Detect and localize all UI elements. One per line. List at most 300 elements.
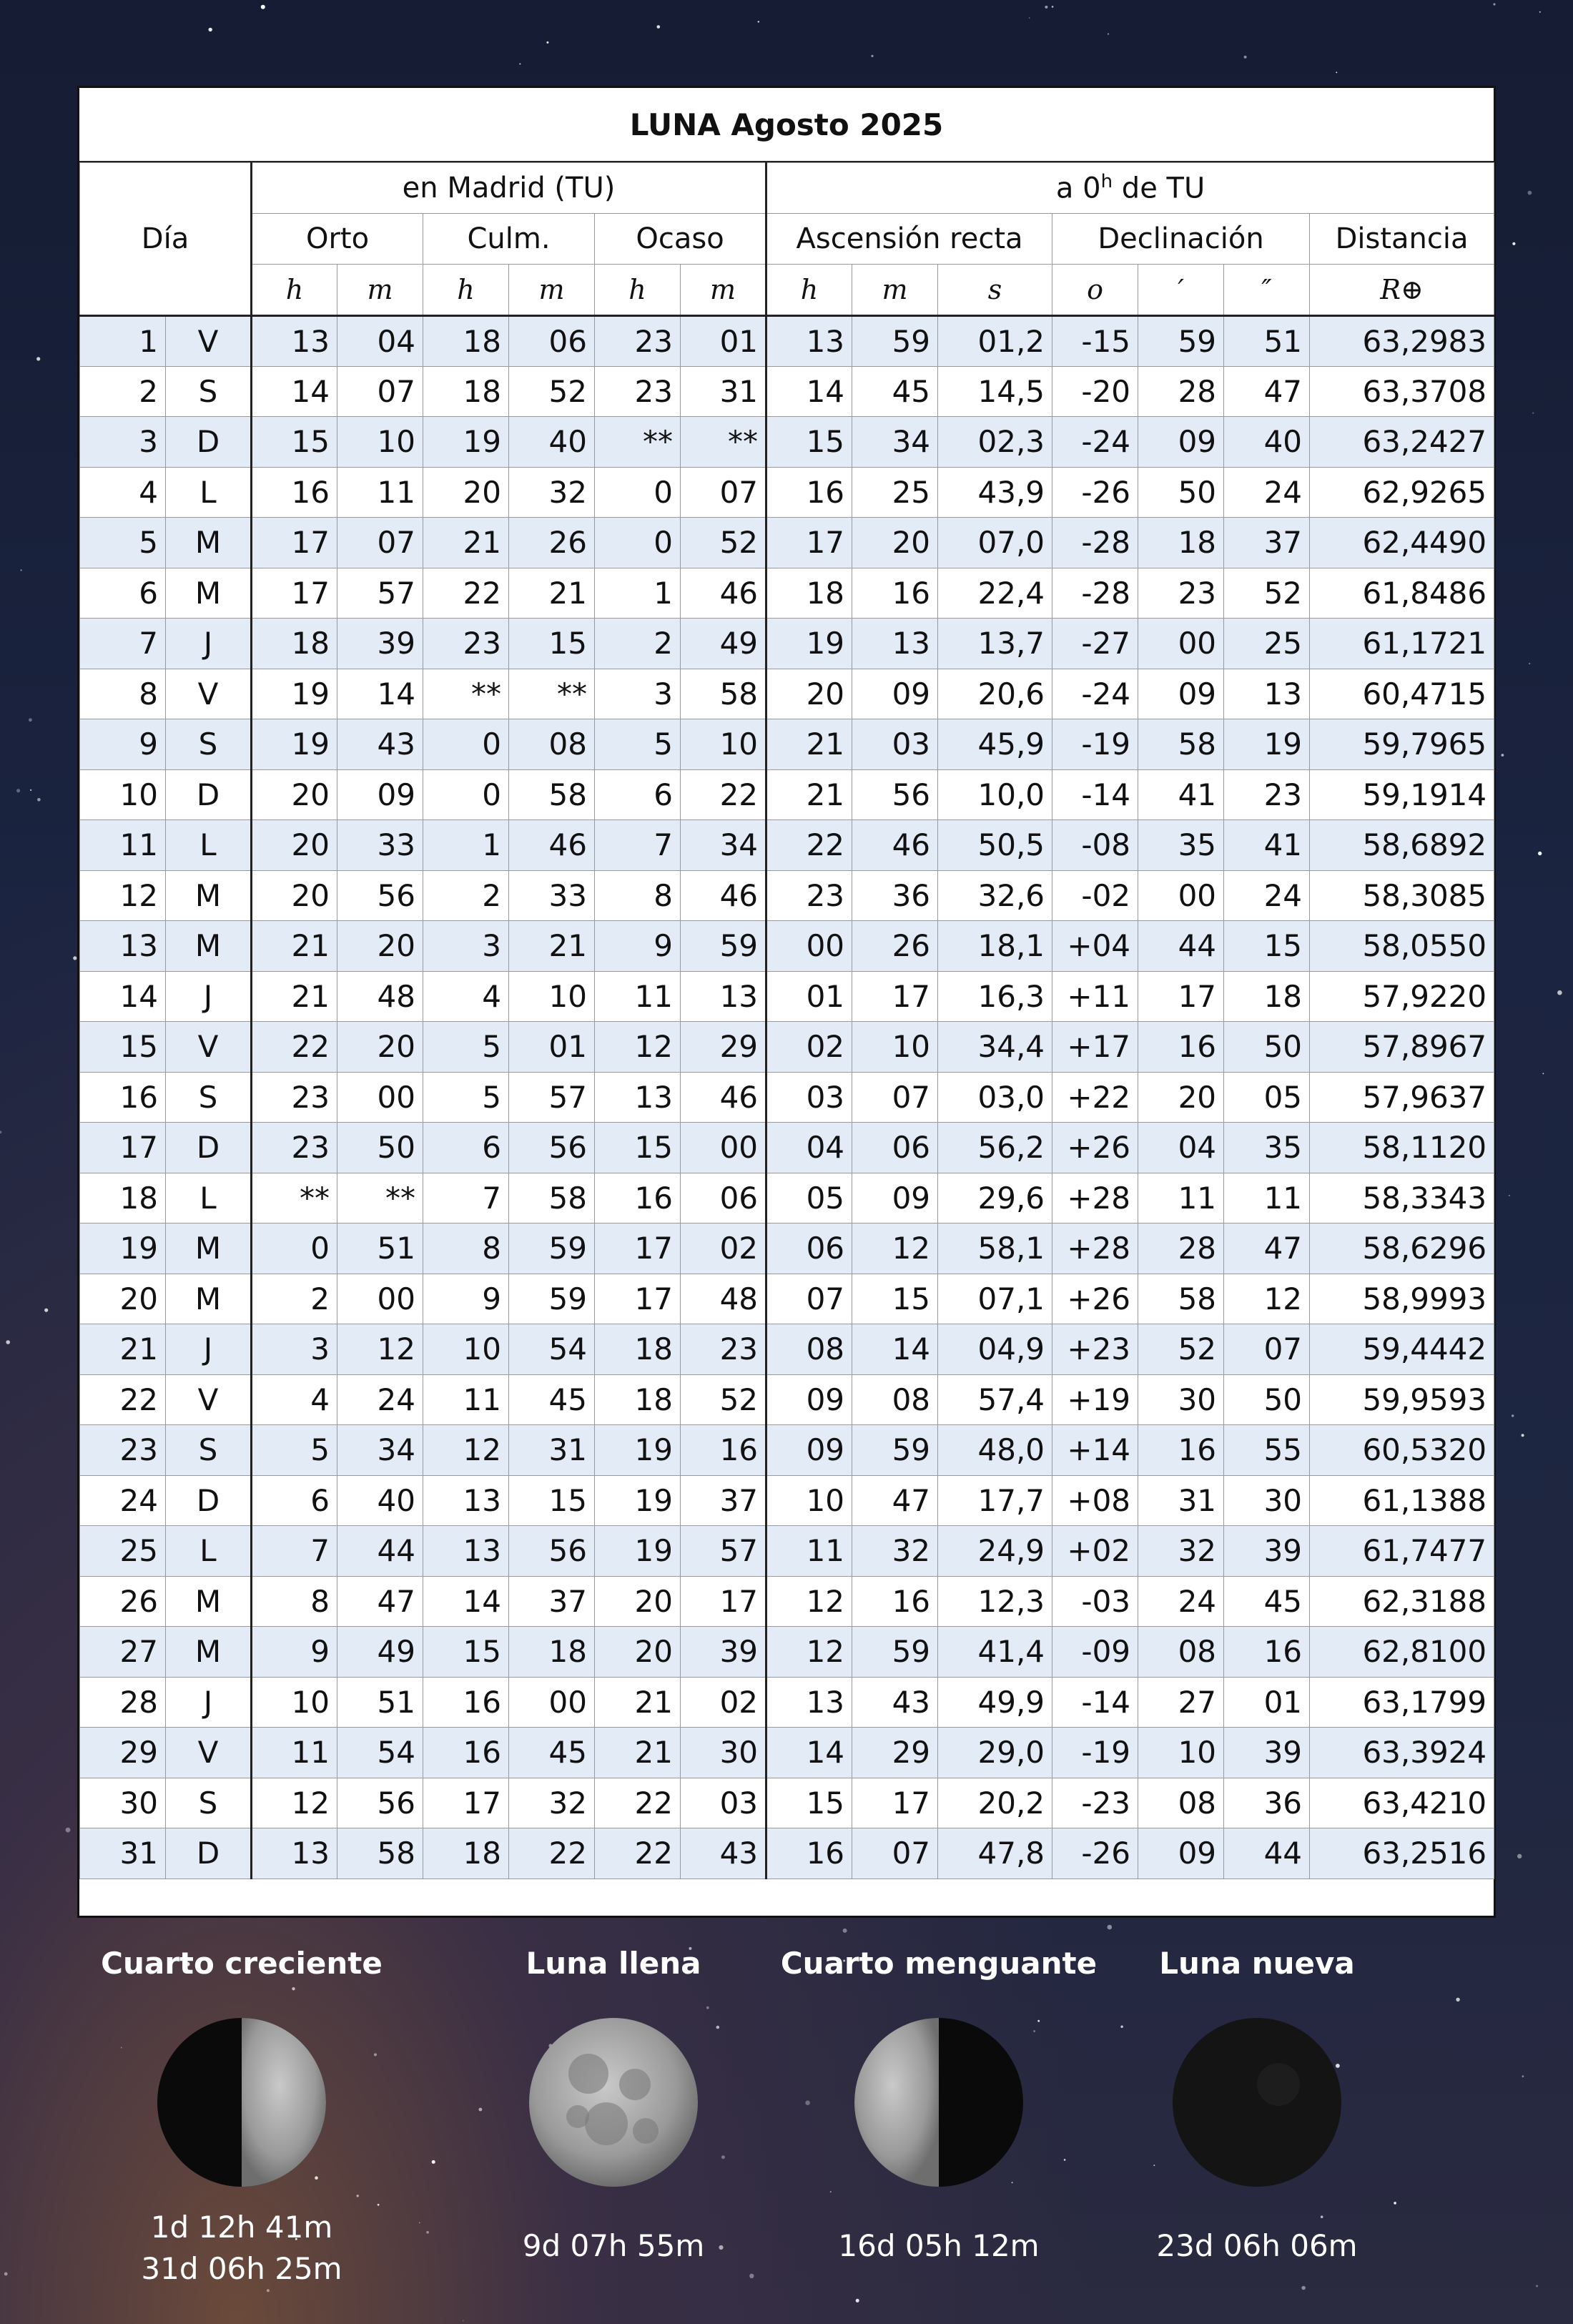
- cell-dec-deg: -09: [1052, 1627, 1138, 1678]
- cell-ocaso-m: 46: [681, 1072, 766, 1123]
- header-culm: Culm.: [423, 214, 595, 265]
- cell-ocaso-h: 17: [595, 1223, 681, 1274]
- cell-distance: 58,0550: [1310, 921, 1494, 972]
- cell-ar-h: 01: [766, 971, 852, 1022]
- cell-ocaso-m: 23: [681, 1324, 766, 1375]
- star: [1512, 1414, 1514, 1417]
- cell-orto-m: 50: [337, 1123, 423, 1173]
- star: [1502, 754, 1504, 757]
- phase-name: Luna llena: [526, 1946, 701, 1981]
- table-row: [80, 1223, 1494, 1274]
- cell-dec-sec: 45: [1224, 1576, 1310, 1627]
- cell-ar-m: 14: [852, 1324, 938, 1375]
- star: [261, 5, 265, 9]
- cell-culm-m: 59: [509, 1223, 595, 1274]
- cell-orto-m: 11: [337, 467, 423, 518]
- phase-3: [1093, 1931, 1421, 2267]
- cell-ocaso-m: 16: [681, 1425, 766, 1476]
- table-row: [80, 1324, 1494, 1375]
- cell-ar-m: 17: [852, 971, 938, 1022]
- phase-date: 9d 07h 55m: [522, 2228, 705, 2263]
- cell-dec-deg: +14: [1052, 1425, 1138, 1476]
- cell-ocaso-m: 58: [681, 669, 766, 719]
- cell-ocaso-m: 52: [681, 518, 766, 568]
- header-tu-suffix: de TU: [1113, 172, 1205, 205]
- cell-culm-m: 32: [509, 1778, 595, 1828]
- cell-ocaso-m: 13: [681, 971, 766, 1022]
- full-moon-icon: [528, 2017, 699, 2188]
- cell-ocaso-h: 13: [595, 1072, 681, 1123]
- unit-distance: R⊕: [1310, 265, 1494, 316]
- cell-dec-deg: -15: [1052, 316, 1138, 367]
- cell-weekday: L: [166, 820, 252, 871]
- star: [1336, 72, 1337, 73]
- unit-dec-min: ′: [1138, 265, 1224, 316]
- cell-orto-h: 17: [252, 568, 337, 619]
- cell-weekday: M: [166, 1223, 252, 1274]
- cell-orto-h: 19: [252, 669, 337, 719]
- cell-day: 31: [80, 1828, 166, 1879]
- cell-ar-h: 03: [766, 1072, 852, 1123]
- cell-culm-m: 56: [509, 1526, 595, 1577]
- cell-culm-h: 21: [423, 518, 509, 568]
- cell-dec-min: 20: [1138, 1072, 1224, 1123]
- cell-day: 7: [80, 619, 166, 669]
- cell-ocaso-h: 3: [595, 669, 681, 719]
- cell-culm-m: 58: [509, 1173, 595, 1223]
- table-row: [80, 669, 1494, 719]
- star: [1512, 242, 1515, 245]
- cell-orto-m: **: [337, 1173, 423, 1223]
- cell-ocaso-m: 59: [681, 921, 766, 972]
- cell-dec-sec: 39: [1224, 1526, 1310, 1577]
- phase-dates: [774, 2225, 1103, 2267]
- cell-culm-h: **: [423, 669, 509, 719]
- cell-ar-h: 09: [766, 1374, 852, 1425]
- cell-orto-h: 17: [252, 518, 337, 568]
- unit-dec-deg: o: [1052, 265, 1138, 316]
- cell-ar-s: 04,9: [938, 1324, 1052, 1375]
- cell-dec-deg: -03: [1052, 1576, 1138, 1627]
- cell-dec-min: 31: [1138, 1475, 1224, 1526]
- cell-distance: 57,9637: [1310, 1072, 1494, 1123]
- cell-weekday: S: [166, 1778, 252, 1828]
- cell-orto-h: 7: [252, 1526, 337, 1577]
- star: [209, 28, 212, 31]
- phase-date: 23d 06h 06m: [1156, 2228, 1358, 2263]
- cell-day: 5: [80, 518, 166, 568]
- cell-day: 26: [80, 1576, 166, 1627]
- cell-orto-h: 19: [252, 719, 337, 770]
- cell-orto-h: 3: [252, 1324, 337, 1375]
- moon-ephemeris-table: [79, 162, 1494, 1879]
- cell-orto-m: 20: [337, 921, 423, 972]
- cell-orto-h: 20: [252, 769, 337, 820]
- cell-ar-h: 15: [766, 417, 852, 468]
- cell-ocaso-h: 8: [595, 870, 681, 921]
- cell-dec-sec: 11: [1224, 1173, 1310, 1223]
- star: [1538, 852, 1542, 855]
- cell-ocaso-h: 9: [595, 921, 681, 972]
- cell-dec-min: 59: [1138, 316, 1224, 367]
- cell-weekday: D: [166, 1828, 252, 1879]
- cell-ar-s: 56,2: [938, 1123, 1052, 1173]
- star: [30, 789, 31, 791]
- cell-dec-sec: 24: [1224, 467, 1310, 518]
- cell-dec-deg: -19: [1052, 719, 1138, 770]
- cell-ar-h: 09: [766, 1425, 852, 1476]
- cell-dec-min: 28: [1138, 366, 1224, 417]
- cell-distance: 57,9220: [1310, 971, 1494, 1022]
- cell-orto-m: 24: [337, 1374, 423, 1425]
- unit-ar-m: m: [852, 265, 938, 316]
- phase-date: 16d 05h 12m: [838, 2228, 1040, 2263]
- cell-day: 16: [80, 1072, 166, 1123]
- cell-dec-deg: +28: [1052, 1173, 1138, 1223]
- cell-weekday: L: [166, 1526, 252, 1577]
- star: [1557, 990, 1562, 995]
- cell-dec-sec: 41: [1224, 820, 1310, 871]
- table-row: [80, 1677, 1494, 1728]
- cell-ar-m: 13: [852, 619, 938, 669]
- cell-day: 22: [80, 1374, 166, 1425]
- cell-orto-m: 00: [337, 1274, 423, 1324]
- cell-day: 17: [80, 1123, 166, 1173]
- cell-ar-m: 26: [852, 921, 938, 972]
- cell-orto-h: 2: [252, 1274, 337, 1324]
- cell-orto-m: 14: [337, 669, 423, 719]
- phase-dates: [77, 2207, 406, 2290]
- cell-culm-m: 08: [509, 719, 595, 770]
- cell-ar-s: 07,0: [938, 518, 1052, 568]
- first-quarter-moon-icon: [156, 2017, 327, 2188]
- cell-orto-h: 4: [252, 1374, 337, 1425]
- cell-culm-h: 13: [423, 1526, 509, 1577]
- cell-distance: 58,3085: [1310, 870, 1494, 921]
- cell-ocaso-h: 0: [595, 518, 681, 568]
- cell-dec-min: 35: [1138, 820, 1224, 871]
- cell-distance: 59,1914: [1310, 769, 1494, 820]
- cell-ocaso-m: 34: [681, 820, 766, 871]
- cell-culm-m: 59: [509, 1274, 595, 1324]
- moon-ephemeris-panel: [77, 86, 1496, 1918]
- cell-ocaso-m: 48: [681, 1274, 766, 1324]
- star: [1052, 6, 1054, 8]
- cell-dec-min: 16: [1138, 1425, 1224, 1476]
- cell-culm-m: 40: [509, 417, 595, 468]
- cell-ocaso-h: 12: [595, 1022, 681, 1073]
- cell-culm-h: 8: [423, 1223, 509, 1274]
- star: [1532, 413, 1534, 414]
- cell-dec-sec: 47: [1224, 1223, 1310, 1274]
- cell-dec-min: 52: [1138, 1324, 1224, 1375]
- cell-ar-s: 29,6: [938, 1173, 1052, 1223]
- cell-culm-h: 18: [423, 316, 509, 367]
- cell-orto-h: 14: [252, 366, 337, 417]
- table-row: [80, 820, 1494, 871]
- cell-ocaso-m: 57: [681, 1526, 766, 1577]
- cell-culm-h: 22: [423, 568, 509, 619]
- header-madrid: en Madrid (TU): [252, 163, 766, 214]
- cell-day: 15: [80, 1022, 166, 1073]
- star: [1522, 2075, 1524, 2077]
- cell-dec-sec: 40: [1224, 417, 1310, 468]
- cell-orto-m: 44: [337, 1526, 423, 1577]
- cell-ocaso-h: 23: [595, 366, 681, 417]
- cell-orto-m: 47: [337, 1576, 423, 1627]
- cell-orto-m: 00: [337, 1072, 423, 1123]
- cell-culm-h: 2: [423, 870, 509, 921]
- cell-dec-sec: 12: [1224, 1274, 1310, 1324]
- cell-culm-m: 01: [509, 1022, 595, 1073]
- cell-orto-m: 51: [337, 1223, 423, 1274]
- table-row: [80, 518, 1494, 568]
- cell-ar-m: 29: [852, 1728, 938, 1778]
- cell-weekday: S: [166, 719, 252, 770]
- cell-weekday: S: [166, 1072, 252, 1123]
- cell-distance: 61,7477: [1310, 1526, 1494, 1577]
- cell-orto-h: 23: [252, 1072, 337, 1123]
- cell-ar-h: 15: [766, 1778, 852, 1828]
- phase-date: 1d 12h 41m: [150, 2210, 333, 2245]
- cell-day: 25: [80, 1526, 166, 1577]
- cell-ar-s: 10,0: [938, 769, 1052, 820]
- cell-day: 2: [80, 366, 166, 417]
- cell-dec-deg: +11: [1052, 971, 1138, 1022]
- table-row: [80, 1022, 1494, 1073]
- cell-ocaso-m: 10: [681, 719, 766, 770]
- cell-dec-sec: 35: [1224, 1123, 1310, 1173]
- cell-dec-deg: -24: [1052, 417, 1138, 468]
- cell-ar-s: 49,9: [938, 1677, 1052, 1728]
- cell-ocaso-m: 43: [681, 1828, 766, 1879]
- cell-distance: 58,6296: [1310, 1223, 1494, 1274]
- star: [1029, 17, 1030, 19]
- cell-culm-h: 5: [423, 1072, 509, 1123]
- cell-day: 19: [80, 1223, 166, 1274]
- cell-dec-min: 16: [1138, 1022, 1224, 1073]
- cell-ocaso-h: 20: [595, 1627, 681, 1678]
- cell-ocaso-h: 18: [595, 1324, 681, 1375]
- phase-name: Cuarto menguante: [780, 1946, 1098, 1981]
- cell-distance: 60,5320: [1310, 1425, 1494, 1476]
- cell-distance: 59,7965: [1310, 719, 1494, 770]
- star: [1509, 1195, 1510, 1196]
- cell-dec-deg: -28: [1052, 568, 1138, 619]
- cell-weekday: J: [166, 1677, 252, 1728]
- cell-orto-m: 56: [337, 1778, 423, 1828]
- cell-ocaso-h: 15: [595, 1123, 681, 1173]
- cell-ar-s: 22,4: [938, 568, 1052, 619]
- unit-orto-h: h: [252, 265, 337, 316]
- cell-dec-deg: -08: [1052, 820, 1138, 871]
- star: [1108, 33, 1109, 34]
- table-row: [80, 971, 1494, 1022]
- cell-dec-min: 32: [1138, 1526, 1224, 1577]
- cell-distance: 63,3924: [1310, 1728, 1494, 1778]
- cell-culm-h: 0: [423, 769, 509, 820]
- cell-ocaso-h: 23: [595, 316, 681, 367]
- star: [1522, 1434, 1524, 1437]
- cell-dec-sec: 52: [1224, 568, 1310, 619]
- cell-ar-h: 19: [766, 619, 852, 669]
- cell-ocaso-h: 0: [595, 467, 681, 518]
- cell-dec-min: 50: [1138, 467, 1224, 518]
- star: [546, 41, 548, 44]
- cell-ocaso-h: 7: [595, 820, 681, 871]
- cell-weekday: S: [166, 1425, 252, 1476]
- header-declinacion: Declinación: [1052, 214, 1310, 265]
- cell-dec-deg: +22: [1052, 1072, 1138, 1123]
- cell-weekday: M: [166, 1576, 252, 1627]
- cell-ar-m: 15: [852, 1274, 938, 1324]
- cell-orto-m: 09: [337, 769, 423, 820]
- unit-culm-h: h: [423, 265, 509, 316]
- cell-culm-m: 52: [509, 366, 595, 417]
- table-row: [80, 1576, 1494, 1627]
- cell-orto-m: 07: [337, 518, 423, 568]
- cell-orto-h: 22: [252, 1022, 337, 1073]
- cell-weekday: V: [166, 1374, 252, 1425]
- cell-ar-m: 12: [852, 1223, 938, 1274]
- moon-phases-section: [77, 1931, 1496, 2303]
- cell-dec-deg: +26: [1052, 1123, 1138, 1173]
- cell-ar-m: 45: [852, 366, 938, 417]
- cell-dec-deg: -27: [1052, 619, 1138, 669]
- table-row: [80, 769, 1494, 820]
- cell-culm-h: 17: [423, 1778, 509, 1828]
- cell-day: 28: [80, 1677, 166, 1728]
- star: [16, 789, 20, 792]
- unit-ocaso-h: h: [595, 265, 681, 316]
- cell-dec-sec: 24: [1224, 870, 1310, 921]
- cell-weekday: V: [166, 1022, 252, 1073]
- cell-ar-s: 32,6: [938, 870, 1052, 921]
- cell-ocaso-m: 22: [681, 769, 766, 820]
- cell-ar-h: 04: [766, 1123, 852, 1173]
- cell-ar-s: 57,4: [938, 1374, 1052, 1425]
- table-row: [80, 1274, 1494, 1324]
- cell-dec-deg: +26: [1052, 1274, 1138, 1324]
- cell-distance: 62,9265: [1310, 467, 1494, 518]
- unit-orto-m: m: [337, 265, 423, 316]
- cell-orto-m: 48: [337, 971, 423, 1022]
- cell-orto-h: 20: [252, 820, 337, 871]
- phase-2: [774, 1931, 1103, 2267]
- cell-dec-sec: 44: [1224, 1828, 1310, 1879]
- cell-orto-m: 56: [337, 870, 423, 921]
- star: [44, 1309, 48, 1312]
- cell-distance: 62,8100: [1310, 1627, 1494, 1678]
- cell-dec-min: 18: [1138, 518, 1224, 568]
- cell-distance: 60,4715: [1310, 669, 1494, 719]
- star: [758, 21, 759, 22]
- cell-ocaso-h: 21: [595, 1728, 681, 1778]
- cell-dec-deg: +08: [1052, 1475, 1138, 1526]
- cell-ar-m: 36: [852, 870, 938, 921]
- cell-culm-m: 45: [509, 1728, 595, 1778]
- cell-dec-min: 00: [1138, 619, 1224, 669]
- cell-ar-s: 41,4: [938, 1627, 1052, 1678]
- cell-orto-h: 16: [252, 467, 337, 518]
- cell-ocaso-h: 19: [595, 1425, 681, 1476]
- cell-culm-m: 06: [509, 316, 595, 367]
- cell-ar-h: 10: [766, 1475, 852, 1526]
- cell-dec-deg: +04: [1052, 921, 1138, 972]
- cell-culm-h: 6: [423, 1123, 509, 1173]
- cell-distance: 62,3188: [1310, 1576, 1494, 1627]
- cell-weekday: D: [166, 417, 252, 468]
- cell-day: 24: [80, 1475, 166, 1526]
- cell-orto-h: 20: [252, 870, 337, 921]
- cell-dec-deg: -19: [1052, 1728, 1138, 1778]
- cell-culm-h: 5: [423, 1022, 509, 1073]
- cell-distance: 58,1120: [1310, 1123, 1494, 1173]
- cell-ar-s: 43,9: [938, 467, 1052, 518]
- cell-distance: 63,2427: [1310, 417, 1494, 468]
- cell-ar-s: 14,5: [938, 366, 1052, 417]
- cell-day: 13: [80, 921, 166, 972]
- cell-culm-h: 15: [423, 1627, 509, 1678]
- cell-orto-m: 12: [337, 1324, 423, 1375]
- cell-orto-h: 13: [252, 316, 337, 367]
- cell-weekday: D: [166, 769, 252, 820]
- cell-ar-h: 00: [766, 921, 852, 972]
- cell-day: 1: [80, 316, 166, 367]
- cell-ar-s: 29,0: [938, 1728, 1052, 1778]
- cell-distance: 61,1388: [1310, 1475, 1494, 1526]
- cell-culm-m: 15: [509, 1475, 595, 1526]
- cell-day: 10: [80, 769, 166, 820]
- cell-culm-m: 45: [509, 1374, 595, 1425]
- cell-orto-h: 8: [252, 1576, 337, 1627]
- cell-orto-m: 54: [337, 1728, 423, 1778]
- cell-dec-deg: +23: [1052, 1324, 1138, 1375]
- cell-ar-s: 18,1: [938, 921, 1052, 972]
- cell-ar-s: 58,1: [938, 1223, 1052, 1274]
- phase-dates: [1093, 2225, 1421, 2267]
- cell-ar-s: 02,3: [938, 417, 1052, 468]
- phase-date: 31d 06h 25m: [141, 2251, 342, 2286]
- cell-culm-h: 7: [423, 1173, 509, 1223]
- cell-ocaso-h: 1: [595, 568, 681, 619]
- cell-dec-sec: 19: [1224, 719, 1310, 770]
- cell-ar-h: 13: [766, 1677, 852, 1728]
- cell-ocaso-h: 22: [595, 1778, 681, 1828]
- cell-ocaso-m: 01: [681, 316, 766, 367]
- cell-distance: 58,3343: [1310, 1173, 1494, 1223]
- table-row: [80, 1778, 1494, 1828]
- cell-dec-min: 00: [1138, 870, 1224, 921]
- unit-ar-h: h: [766, 265, 852, 316]
- cell-distance: 58,9993: [1310, 1274, 1494, 1324]
- cell-distance: 59,9593: [1310, 1374, 1494, 1425]
- header-orto: Orto: [252, 214, 423, 265]
- cell-ocaso-h: 19: [595, 1475, 681, 1526]
- header-tu-prefix: a 0: [1055, 172, 1101, 205]
- cell-orto-h: 0: [252, 1223, 337, 1274]
- cell-dec-min: 44: [1138, 921, 1224, 972]
- cell-culm-m: 22: [509, 1828, 595, 1879]
- table-row: [80, 568, 1494, 619]
- unit-dec-sec: ″: [1224, 265, 1310, 316]
- phase-name: Cuarto creciente: [101, 1946, 383, 1981]
- cell-distance: 63,3708: [1310, 366, 1494, 417]
- cell-ocaso-m: 02: [681, 1677, 766, 1728]
- phase-name: Luna nueva: [1159, 1946, 1355, 1981]
- cell-ocaso-m: 29: [681, 1022, 766, 1073]
- cell-distance: 57,8967: [1310, 1022, 1494, 1073]
